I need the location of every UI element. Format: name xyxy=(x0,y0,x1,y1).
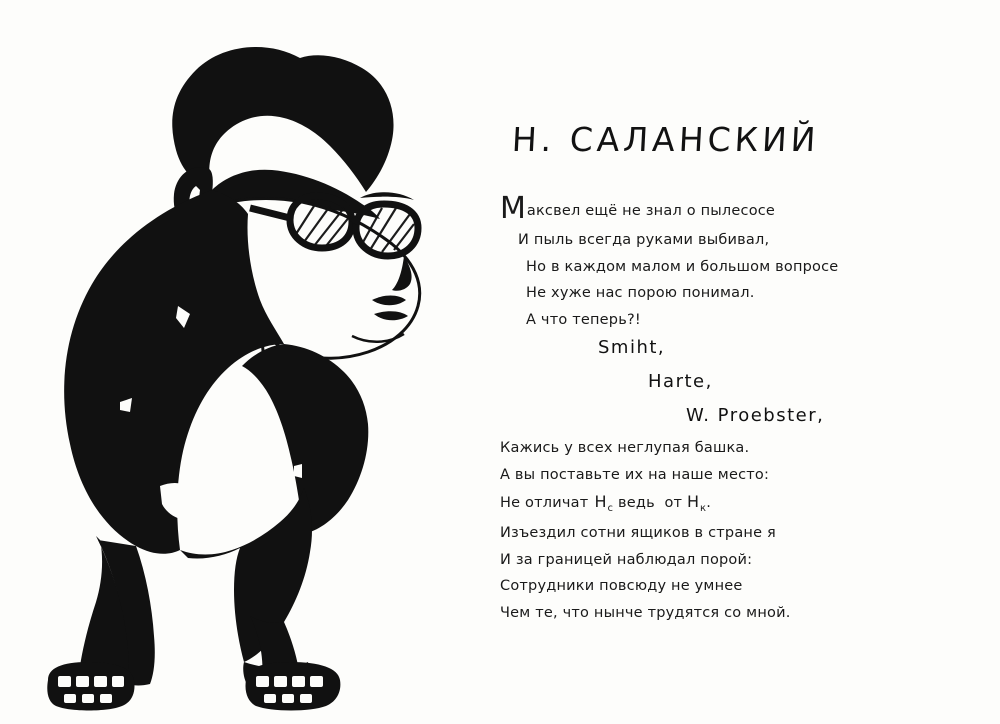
poem-line: Чем те, что нынче трудятся со мной. xyxy=(500,604,791,621)
name-line: W. Proebster, xyxy=(686,405,825,426)
poem-line-first xyxy=(500,191,970,226)
poem-line: И за границей наблюдал порой: xyxy=(500,551,753,568)
name-line: Smiht, xyxy=(598,337,666,358)
poem-line: Сотрудники повсюду не умнее xyxy=(500,578,743,594)
formula-symbol-2: H xyxy=(686,492,701,511)
caricature-illustration xyxy=(0,0,470,724)
poem-line: А вы поставьте их на наше место: xyxy=(500,466,770,483)
formula-symbol-1-sub: с xyxy=(607,503,614,514)
poem-line: Не хуже нас порою понимал. xyxy=(526,285,755,301)
poem-block xyxy=(500,120,970,632)
poem-text xyxy=(500,191,970,621)
poem-line-first-rest: аксвел ещё не знал о пылесосе xyxy=(526,203,776,219)
formula-suffix: . xyxy=(706,495,712,511)
formula-middle: ведь от xyxy=(617,495,683,511)
formula-prefix: Не отличат xyxy=(500,495,589,511)
author-name: Н. САЛАНСКИЙ xyxy=(510,120,821,159)
poem-line: Но в каждом малом и большом вопросе xyxy=(526,258,839,275)
formula-symbol-2-sub: к xyxy=(700,503,707,514)
name-line: Harte, xyxy=(648,371,713,392)
poem-line: Кажись у всех неглупая башка. xyxy=(500,440,750,456)
poem-formula-line xyxy=(500,494,970,514)
poem-line: И пыль всегда руками выбивал, xyxy=(518,232,770,248)
poem-line: Изъездил сотни ящиков в стране я xyxy=(500,525,776,541)
drop-capital: М xyxy=(500,191,526,226)
poem-line: А что теперь?! xyxy=(526,311,641,328)
formula-symbol-1: H xyxy=(594,492,608,511)
